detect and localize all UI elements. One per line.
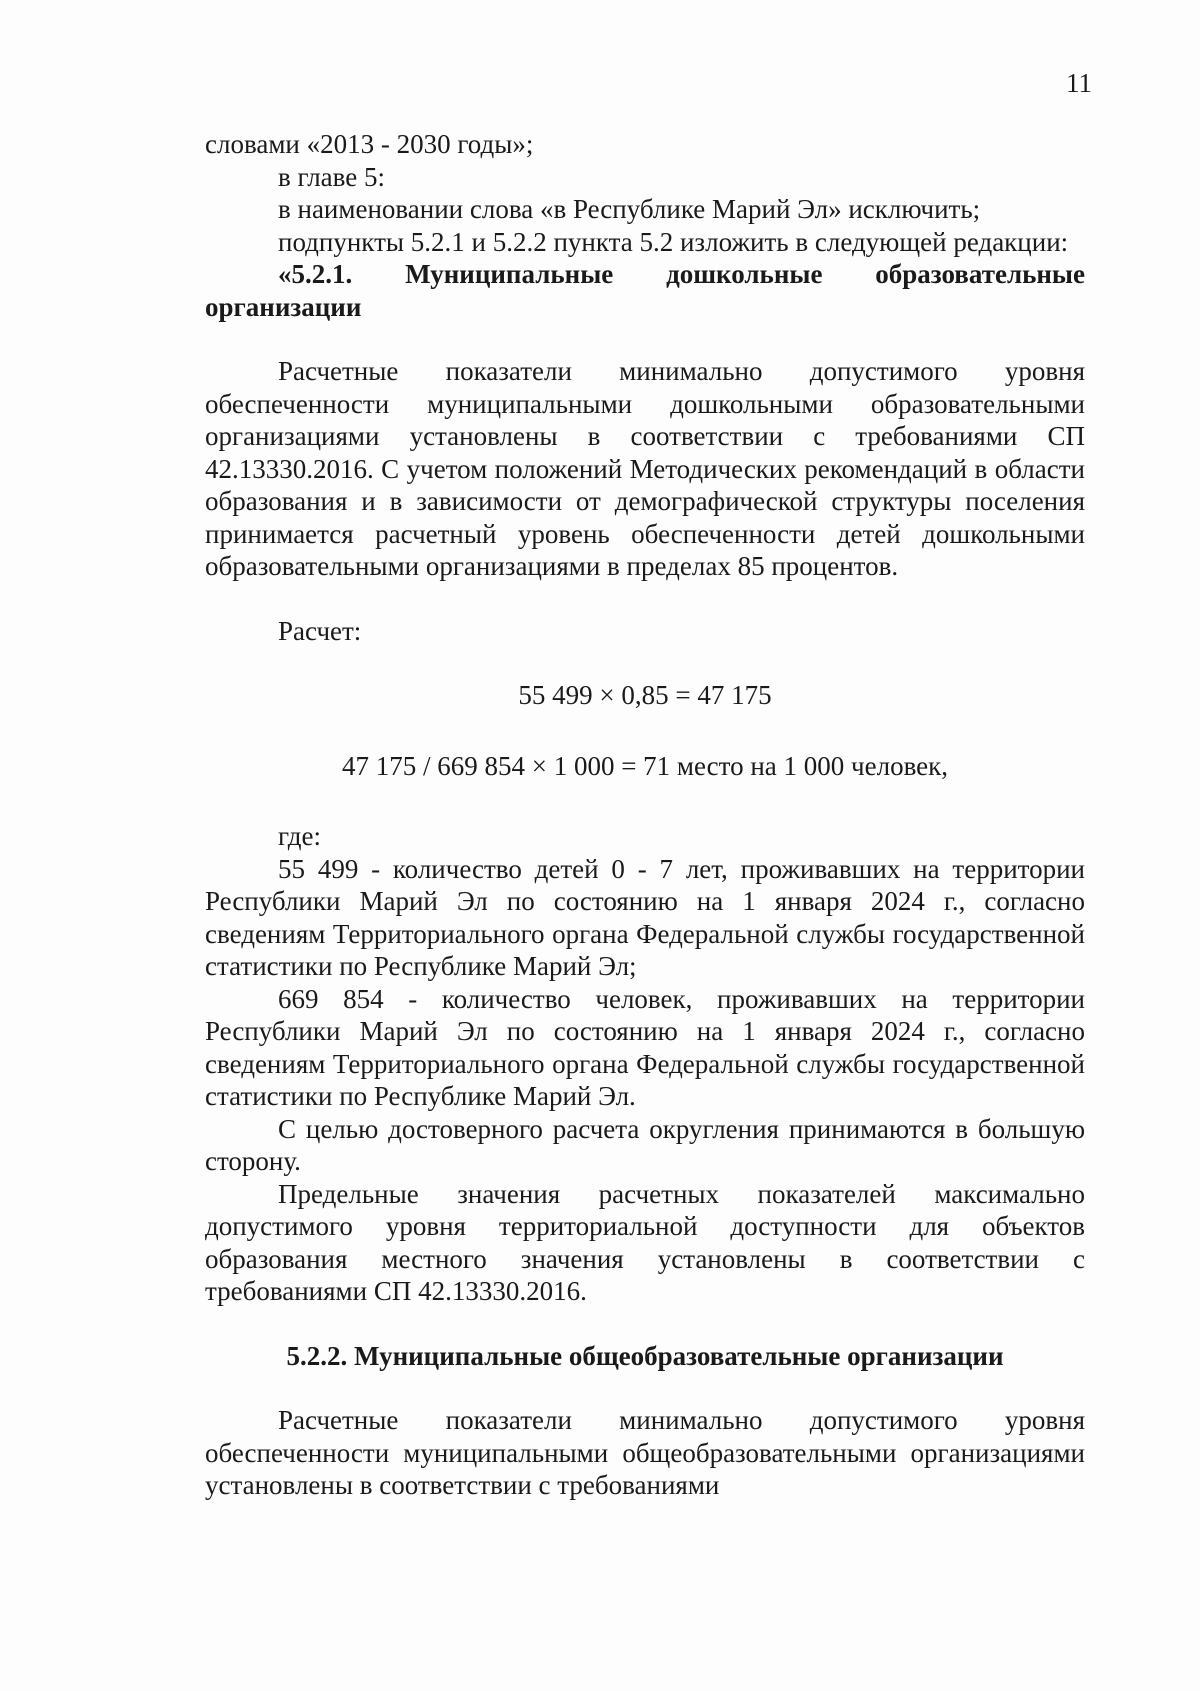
- paragraph: Расчетные показатели минимально допустимого уровня обеспеченности муниципальными общеобразовательными организациями установлены в соответствии с требованиями: [205, 1405, 1085, 1500]
- formula: 55 499 × 0,85 = 47 175: [518, 680, 772, 710]
- paragraph: в наименовании слова «в Республике Марий Эл» исключить;: [278, 194, 981, 224]
- paragraph: Расчетные показатели минимально допустимого уровня обеспеченности муниципальными дошкольными образовательными организациями установлены в соответствии с требованиями СП 42.13330.2016. С учетом положений Методических рекомендаций в области образования и в зависимости от демографической структуры поселения принимается расчетный уровень обеспеченности детей дошкольными образовательными организациями в пределах 85 процентов.: [205, 356, 1085, 581]
- formula: 47 175 / 669 854 × 1 000 = 71 место на 1 000 человек,: [341, 750, 949, 781]
- paragraph: словами «2013 - 2030 годы»;: [205, 129, 534, 159]
- paragraph: подпункты 5.2.1 и 5.2.2 пункта 5.2 изложить в следующей редакции:: [278, 226, 1069, 257]
- spacer: [205, 1308, 1085, 1340]
- paragraph: в главе 5:: [278, 161, 385, 192]
- page-number: 11: [1066, 68, 1092, 98]
- section-heading: 5.2.2. Муниципальные общеобразовательные организации: [286, 1340, 1004, 1371]
- spacer: [205, 647, 1085, 679]
- paragraph: Предельные значения расчетных показателей максимально допустимого уровня территориальной доступности для объектов образования местного значения установлены в соответствии с требованиями СП 42.13330.2016.: [205, 1178, 1085, 1306]
- paragraph: 55 499 - количество детей 0 - 7 лет, проживавших на территории Республики Марий Эл по состоянию на 1 января 2024 г., согласно сведениям Территориального органа Федеральной службы государственной статистики по Республике Марий Эл;: [205, 853, 1085, 981]
- document-body: [205, 128, 1085, 1502]
- spacer: [205, 583, 1085, 615]
- spacer: [205, 1372, 1085, 1404]
- paragraph: Расчет:: [278, 615, 362, 646]
- section-heading: «5.2.1. Муниципальные дошкольные образовательные организации: [205, 259, 1085, 322]
- paragraph: где:: [278, 821, 321, 851]
- paragraph: С целью достоверного расчета округления принимаются в большую сторону.: [205, 1113, 1085, 1176]
- spacer: [205, 712, 1085, 750]
- spacer: [205, 782, 1085, 820]
- spacer: [205, 323, 1085, 355]
- paragraph: 669 854 - количество человек, проживавших на территории Республики Марий Эл по состоянию на 1 января 2024 г., согласно сведениям Территориального органа Федеральной службы государственной статистики по Республике Марий Эл.: [205, 983, 1085, 1111]
